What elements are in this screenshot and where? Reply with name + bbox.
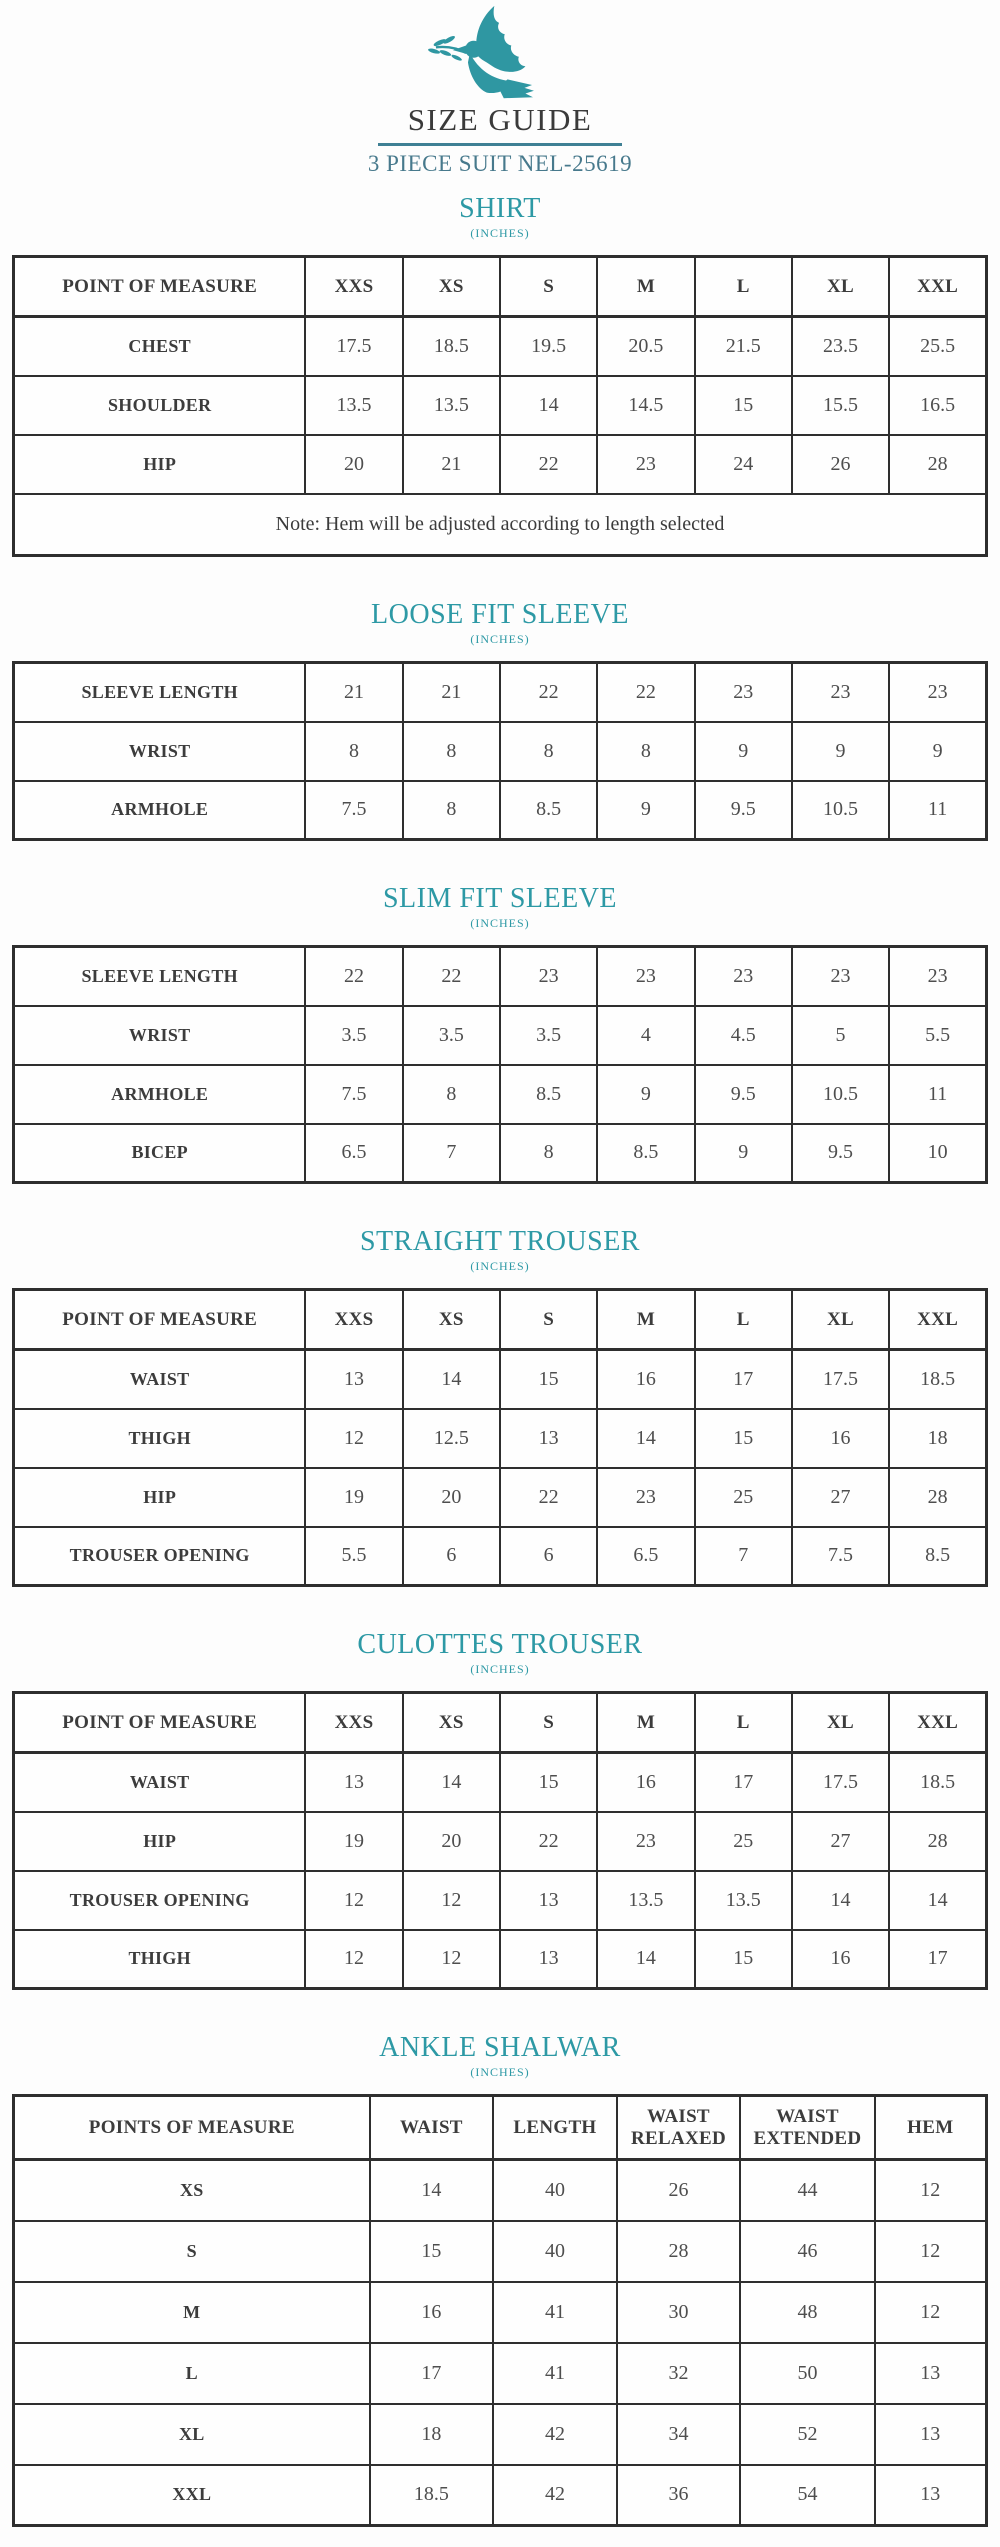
measurement-value: 32	[617, 2343, 741, 2404]
measurement-value: 23	[597, 1812, 694, 1871]
measurement-value: 16	[370, 2282, 494, 2343]
measurement-value: 14	[403, 1350, 500, 1409]
measurement-value: 3.5	[500, 1006, 597, 1065]
measurement-value: 9	[889, 722, 986, 781]
measurement-value: 17.5	[305, 317, 402, 376]
measurement-value: 5.5	[889, 1006, 986, 1065]
column-header: HEM	[875, 2096, 987, 2160]
dove-olive-branch-icon	[0, 4, 1000, 102]
measurement-value: 7.5	[305, 781, 402, 840]
page-title: SIZE GUIDE	[407, 102, 593, 137]
column-header: XS	[403, 1693, 500, 1753]
column-header: XS	[403, 1290, 500, 1350]
measurement-value: 20.5	[597, 317, 694, 376]
measurement-value: 21	[305, 663, 402, 722]
units-label: (INCHES)	[470, 1662, 530, 1676]
table-row	[14, 1065, 987, 1124]
table-row	[14, 1871, 987, 1930]
measurement-value: 10.5	[792, 1065, 889, 1124]
point-of-measure-header: POINTS OF MEASURE	[14, 2096, 370, 2160]
measurement-value: 22	[500, 435, 597, 494]
measurement-value: 8	[403, 722, 500, 781]
measurement-value: 23	[597, 1468, 694, 1527]
measurement-value: 23	[597, 435, 694, 494]
table-row	[14, 376, 987, 435]
measurement-value: 8	[403, 1065, 500, 1124]
measurement-value: 34	[617, 2404, 741, 2465]
measurement-value: 27	[792, 1812, 889, 1871]
measurement-value: 14	[792, 1871, 889, 1930]
table-row	[14, 722, 987, 781]
table-row	[14, 1468, 987, 1527]
measurement-value: 23	[889, 663, 986, 722]
section-ankle-shalwar	[0, 2032, 1000, 2527]
measurement-value: 19	[305, 1468, 402, 1527]
measurement-value: 15	[695, 376, 792, 435]
section-shirt	[0, 193, 1000, 557]
section-title: SLIM FIT SLEEVE	[382, 883, 618, 914]
table-row	[14, 2465, 987, 2526]
measurement-value: 14	[370, 2160, 494, 2221]
measurement-value: 13.5	[403, 376, 500, 435]
measurement-value: 28	[617, 2221, 741, 2282]
row-label: SLEEVE LENGTH	[14, 663, 306, 722]
measurement-value: 13	[875, 2404, 987, 2465]
measurement-value: 22	[500, 1812, 597, 1871]
table-row	[14, 781, 987, 840]
row-label: WAIST	[14, 1753, 306, 1812]
measurement-value: 18.5	[889, 1753, 986, 1812]
measurement-value: 5.5	[305, 1527, 402, 1586]
table-row	[14, 435, 987, 494]
size-table-loose-fit-sleeve	[12, 661, 988, 841]
measurement-value: 5	[792, 1006, 889, 1065]
section-slim-fit-sleeve	[0, 883, 1000, 1184]
measurement-value: 8.5	[889, 1527, 986, 1586]
measurement-value: 41	[493, 2282, 617, 2343]
column-header: S	[500, 1290, 597, 1350]
measurement-value: 14	[500, 376, 597, 435]
brand-header	[0, 4, 1000, 177]
measurement-value: 17	[370, 2343, 494, 2404]
measurement-value: 54	[740, 2465, 874, 2526]
measurement-value: 28	[889, 1812, 986, 1871]
measurement-value: 11	[889, 1065, 986, 1124]
column-header: WAIST	[370, 2096, 494, 2160]
measurement-value: 36	[617, 2465, 741, 2526]
measurement-value: 13	[305, 1753, 402, 1812]
column-header: WAIST RELAXED	[617, 2096, 741, 2160]
table-row	[14, 1006, 987, 1065]
row-label: HIP	[14, 1468, 306, 1527]
measurement-value: 14	[597, 1409, 694, 1468]
measurement-value: 12	[875, 2282, 987, 2343]
measurement-value: 18.5	[403, 317, 500, 376]
section-culottes-trouser	[0, 1629, 1000, 1990]
measurement-value: 16	[597, 1753, 694, 1812]
measurement-value: 14	[597, 1930, 694, 1989]
row-label: XXL	[14, 2465, 370, 2526]
measurement-value: 7.5	[305, 1065, 402, 1124]
row-label: SLEEVE LENGTH	[14, 947, 306, 1006]
measurement-value: 13	[875, 2343, 987, 2404]
measurement-value: 6	[500, 1527, 597, 1586]
measurement-value: 21.5	[695, 317, 792, 376]
measurement-value: 6.5	[305, 1124, 402, 1183]
measurement-value: 13.5	[597, 1871, 694, 1930]
measurement-value: 44	[740, 2160, 874, 2221]
measurement-value: 12	[875, 2221, 987, 2282]
measurement-value: 8	[500, 722, 597, 781]
units-label: (INCHES)	[470, 1259, 530, 1273]
row-label: M	[14, 2282, 370, 2343]
measurement-value: 46	[740, 2221, 874, 2282]
row-label: WRIST	[14, 1006, 306, 1065]
measurement-value: 13	[500, 1930, 597, 1989]
units-label: (INCHES)	[470, 916, 530, 930]
measurement-value: 30	[617, 2282, 741, 2343]
measurement-value: 6.5	[597, 1527, 694, 1586]
measurement-value: 26	[792, 435, 889, 494]
measurement-value: 12.5	[403, 1409, 500, 1468]
measurement-value: 22	[403, 947, 500, 1006]
table-row	[14, 2282, 987, 2343]
measurement-value: 22	[305, 947, 402, 1006]
table-header-row	[14, 1693, 987, 1753]
measurement-value: 16.5	[889, 376, 986, 435]
measurement-value: 9	[695, 722, 792, 781]
column-header: WAIST EXTENDED	[740, 2096, 874, 2160]
row-label: TROUSER OPENING	[14, 1871, 306, 1930]
table-header-row	[14, 1290, 987, 1350]
column-header: XXS	[305, 1290, 402, 1350]
row-label: THIGH	[14, 1930, 306, 1989]
measurement-value: 22	[500, 663, 597, 722]
measurement-value: 50	[740, 2343, 874, 2404]
measurement-value: 9	[597, 781, 694, 840]
row-label: ARMHOLE	[14, 781, 306, 840]
table-header-row	[14, 257, 987, 317]
column-header: L	[695, 1693, 792, 1753]
product-subtitle: 3 PIECE SUIT NEL-25619	[367, 151, 633, 176]
measurement-value: 13.5	[695, 1871, 792, 1930]
row-label: ARMHOLE	[14, 1065, 306, 1124]
measurement-value: 9	[792, 722, 889, 781]
measurement-value: 23	[500, 947, 597, 1006]
row-label: L	[14, 2343, 370, 2404]
table-header-row	[14, 2096, 987, 2160]
measurement-value: 12	[403, 1930, 500, 1989]
measurement-value: 41	[493, 2343, 617, 2404]
measurement-value: 11	[889, 781, 986, 840]
title-underline	[378, 143, 622, 146]
measurement-value: 8	[597, 722, 694, 781]
measurement-value: 14.5	[597, 376, 694, 435]
units-label: (INCHES)	[470, 226, 530, 240]
table-row	[14, 1930, 987, 1989]
measurement-value: 42	[493, 2404, 617, 2465]
measurement-value: 21	[403, 435, 500, 494]
measurement-value: 23	[889, 947, 986, 1006]
table-row	[14, 2404, 987, 2465]
measurement-value: 12	[305, 1871, 402, 1930]
measurement-value: 15	[370, 2221, 494, 2282]
measurement-value: 12	[305, 1930, 402, 1989]
measurement-value: 4.5	[695, 1006, 792, 1065]
point-of-measure-header: POINT OF MEASURE	[14, 1290, 306, 1350]
measurement-value: 3.5	[403, 1006, 500, 1065]
column-header: XXL	[889, 257, 986, 317]
measurement-value: 17	[695, 1350, 792, 1409]
measurement-value: 12	[403, 1871, 500, 1930]
measurement-value: 8	[403, 781, 500, 840]
column-header: M	[597, 257, 694, 317]
measurement-value: 13	[500, 1409, 597, 1468]
size-table-straight-trouser	[12, 1288, 988, 1587]
section-loose-fit-sleeve	[0, 599, 1000, 841]
measurement-value: 8	[500, 1124, 597, 1183]
table-row	[14, 1350, 987, 1409]
row-label: CHEST	[14, 317, 306, 376]
row-label: WRIST	[14, 722, 306, 781]
measurement-value: 25.5	[889, 317, 986, 376]
table-row	[14, 2221, 987, 2282]
measurement-value: 7.5	[792, 1527, 889, 1586]
measurement-value: 13	[500, 1871, 597, 1930]
column-header: M	[597, 1290, 694, 1350]
size-table-culottes-trouser	[12, 1691, 988, 1990]
measurement-value: 42	[493, 2465, 617, 2526]
measurement-value: 23.5	[792, 317, 889, 376]
column-header: LENGTH	[493, 2096, 617, 2160]
note-text: Note: Hem will be adjusted according to length selected	[14, 494, 987, 556]
measurement-value: 23	[792, 663, 889, 722]
measurement-value: 15	[695, 1409, 792, 1468]
column-header: XXL	[889, 1290, 986, 1350]
column-header: XXS	[305, 257, 402, 317]
measurement-value: 10.5	[792, 781, 889, 840]
table-row	[14, 1124, 987, 1183]
table-row	[14, 1753, 987, 1812]
measurement-value: 10	[889, 1124, 986, 1183]
note-row	[14, 494, 987, 556]
measurement-value: 4	[597, 1006, 694, 1065]
table-row	[14, 663, 987, 722]
table-row	[14, 1527, 987, 1586]
size-table-slim-fit-sleeve	[12, 945, 988, 1184]
measurement-value: 17	[695, 1753, 792, 1812]
units-label: (INCHES)	[470, 632, 530, 646]
measurement-value: 16	[792, 1409, 889, 1468]
measurement-value: 26	[617, 2160, 741, 2221]
measurement-value: 12	[305, 1409, 402, 1468]
measurement-value: 18	[889, 1409, 986, 1468]
measurement-value: 14	[889, 1871, 986, 1930]
row-label: S	[14, 2221, 370, 2282]
column-header: S	[500, 1693, 597, 1753]
measurement-value: 22	[597, 663, 694, 722]
measurement-value: 18	[370, 2404, 494, 2465]
measurement-value: 8	[305, 722, 402, 781]
table-row	[14, 317, 987, 376]
measurement-value: 25	[695, 1812, 792, 1871]
column-header: XL	[792, 1290, 889, 1350]
row-label: HIP	[14, 1812, 306, 1871]
measurement-value: 8.5	[500, 1065, 597, 1124]
section-title: SHIRT	[459, 193, 541, 224]
measurement-value: 7	[695, 1527, 792, 1586]
measurement-value: 40	[493, 2221, 617, 2282]
point-of-measure-header: POINT OF MEASURE	[14, 257, 306, 317]
measurement-value: 17.5	[792, 1753, 889, 1812]
measurement-value: 17	[889, 1930, 986, 1989]
measurement-value: 7	[403, 1124, 500, 1183]
column-header: XS	[403, 257, 500, 317]
measurement-value: 9	[597, 1065, 694, 1124]
measurement-value: 21	[403, 663, 500, 722]
section-title: ANKLE SHALWAR	[379, 2032, 621, 2063]
section-title: CULOTTES TROUSER	[357, 1629, 643, 1660]
table-row	[14, 2160, 987, 2221]
point-of-measure-header: POINT OF MEASURE	[14, 1693, 306, 1753]
measurement-value: 13	[875, 2465, 987, 2526]
section-title: STRAIGHT TROUSER	[359, 1226, 640, 1257]
measurement-value: 40	[493, 2160, 617, 2221]
measurement-value: 3.5	[305, 1006, 402, 1065]
table-row	[14, 1409, 987, 1468]
measurement-value: 6	[403, 1527, 500, 1586]
column-header: M	[597, 1693, 694, 1753]
measurement-value: 23	[792, 947, 889, 1006]
table-row	[14, 1812, 987, 1871]
column-header: XXL	[889, 1693, 986, 1753]
measurement-value: 9.5	[792, 1124, 889, 1183]
measurement-value: 19.5	[500, 317, 597, 376]
measurement-value: 22	[500, 1468, 597, 1527]
measurement-value: 16	[792, 1930, 889, 1989]
table-row	[14, 947, 987, 1006]
measurement-value: 8.5	[500, 781, 597, 840]
column-header: L	[695, 1290, 792, 1350]
measurement-value: 28	[889, 1468, 986, 1527]
column-header: S	[500, 257, 597, 317]
measurement-value: 17.5	[792, 1350, 889, 1409]
measurement-value: 15	[695, 1930, 792, 1989]
measurement-value: 8.5	[597, 1124, 694, 1183]
measurement-value: 15.5	[792, 376, 889, 435]
measurement-value: 19	[305, 1812, 402, 1871]
size-table-ankle-shalwar	[12, 2094, 988, 2527]
row-label: WAIST	[14, 1350, 306, 1409]
measurement-value: 23	[695, 663, 792, 722]
row-label: HIP	[14, 435, 306, 494]
column-header: L	[695, 257, 792, 317]
measurement-value: 9.5	[695, 781, 792, 840]
measurement-value: 13	[305, 1350, 402, 1409]
column-header: XL	[792, 257, 889, 317]
measurement-value: 20	[403, 1468, 500, 1527]
row-label: XL	[14, 2404, 370, 2465]
measurement-value: 25	[695, 1468, 792, 1527]
size-tables-container	[0, 193, 1000, 2527]
table-row	[14, 2343, 987, 2404]
measurement-value: 52	[740, 2404, 874, 2465]
measurement-value: 20	[403, 1812, 500, 1871]
row-label: BICEP	[14, 1124, 306, 1183]
measurement-value: 24	[695, 435, 792, 494]
size-table-shirt	[12, 255, 988, 557]
section-straight-trouser	[0, 1226, 1000, 1587]
measurement-value: 9	[695, 1124, 792, 1183]
column-header: XXS	[305, 1693, 402, 1753]
measurement-value: 12	[875, 2160, 987, 2221]
units-label: (INCHES)	[470, 2065, 530, 2079]
row-label: TROUSER OPENING	[14, 1527, 306, 1586]
measurement-value: 15	[500, 1753, 597, 1812]
measurement-value: 23	[597, 947, 694, 1006]
measurement-value: 28	[889, 435, 986, 494]
row-label: THIGH	[14, 1409, 306, 1468]
measurement-value: 27	[792, 1468, 889, 1527]
measurement-value: 16	[597, 1350, 694, 1409]
measurement-value: 48	[740, 2282, 874, 2343]
row-label: SHOULDER	[14, 376, 306, 435]
measurement-value: 18.5	[889, 1350, 986, 1409]
measurement-value: 23	[695, 947, 792, 1006]
measurement-value: 9.5	[695, 1065, 792, 1124]
measurement-value: 13.5	[305, 376, 402, 435]
measurement-value: 14	[403, 1753, 500, 1812]
measurement-value: 18.5	[370, 2465, 494, 2526]
measurement-value: 15	[500, 1350, 597, 1409]
section-title: LOOSE FIT SLEEVE	[371, 599, 629, 630]
column-header: XL	[792, 1693, 889, 1753]
measurement-value: 20	[305, 435, 402, 494]
row-label: XS	[14, 2160, 370, 2221]
